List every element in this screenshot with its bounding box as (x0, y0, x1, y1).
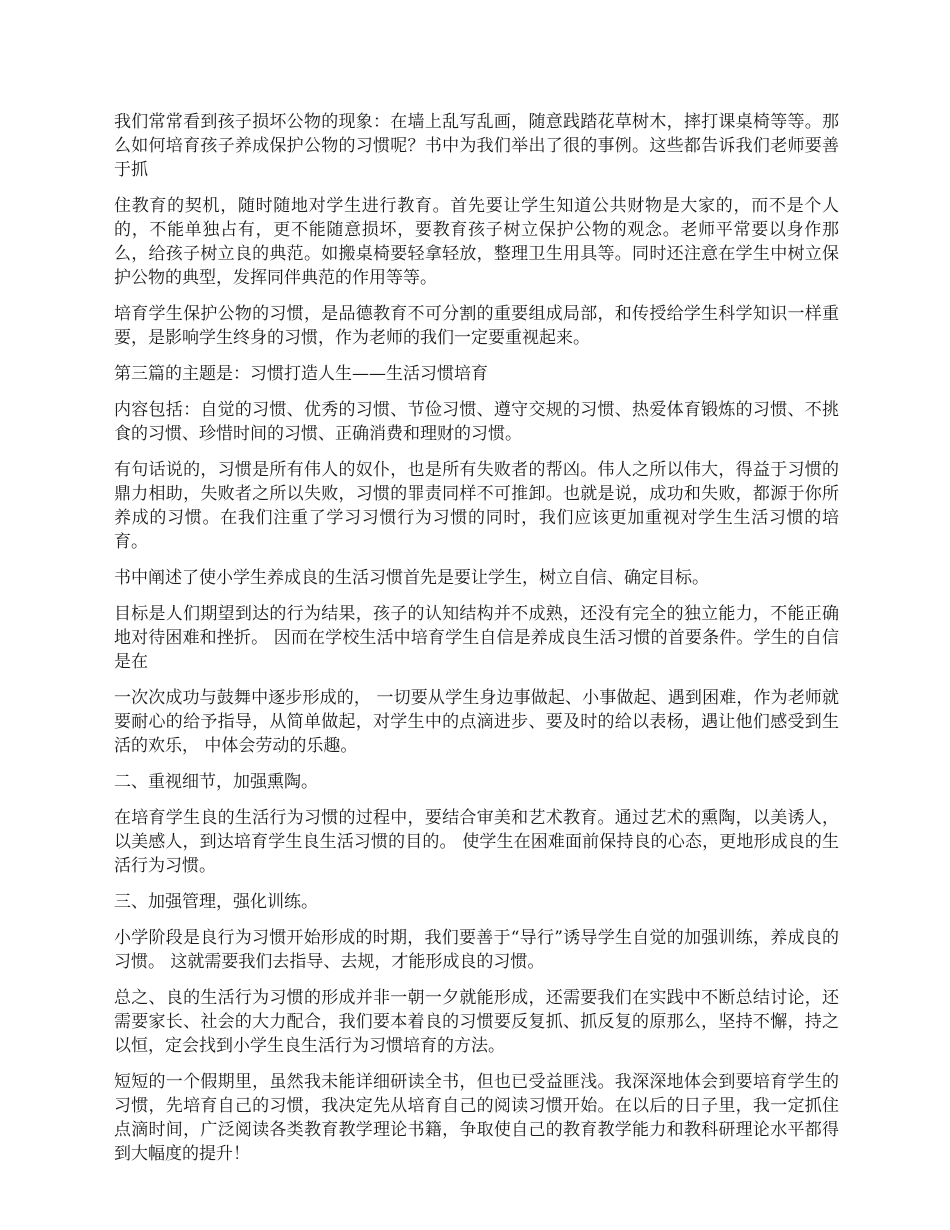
paragraph-protect-public-property-intro: 我们常常看到孩子损坏公物的现象：在墙上乱写乱画，随意践踏花草树木，摔打课桌椅等等。那么如何培育孩子养成保护公物的习惯呢？书中为我们举出了很的事例。这些都告诉我们老师要善于抓 (114, 112, 839, 180)
section-heading-management: 三、加强管理，强化训练。 (114, 892, 318, 912)
document-body (114, 110, 839, 1178)
paragraph-conclusion: 短短的一个假期里，虽然我未能详细研读全书，但也已受益匪浅。我深深地体会到要培育学生的习惯，先培育自己的习惯，我决定先从培育自己的阅读习惯开始。在以后的日子里，我一定抓住点滴时间，广泛阅读各类教育教学理论书籍，争取使自己的教育教学能力和教科研理论水平都得到大幅度的提升！ (114, 1072, 839, 1164)
paragraph-moral-education: 培育学生保护公物的习惯，是品德教育不可分割的重要组成局部，和传授给学生科学知识一样重要，是影响学生终身的习惯，作为老师的我们一定要重视起来。 (114, 304, 839, 348)
paragraph-primary-school-stage: 小学阶段是良行为习惯开始形成的时期，我们要善于“导行”诱导学生自觉的加强训练，养成良的习惯。 这就需要我们去指导、去规，才能形成良的习惯。 (114, 928, 839, 972)
section-heading-details: 二、重视细节，加强熏陶。 (114, 772, 318, 792)
paragraph-contents-list: 内容包括：自觉的习惯、优秀的习惯、节俭习惯、遵守交规的习惯、热爱体育锻炼的习惯、不挑食的习惯、珍惜时间的习惯、正确消费和理财的习惯。 (114, 400, 839, 444)
paragraph-summary: 总之、良的生活行为习惯的形成并非一朝一夕就能形成，还需要我们在实践中不断总结讨论，还需要家长、社会的大力配合，我们要本着良的习惯要反复抓、抓反复的原那么，坚持不懈，持之以恒，定会找到小学生良生活行为习惯培育的方法。 (114, 988, 839, 1056)
paragraph-goal-definition: 目标是人们期望到达的行为结果，孩子的认知结构并不成熟，还没有完全的独立能力，不能正确地对待困难和挫折。 因而在学校生活中培育学生自信是养成良生活习惯的首要条件。学生的自信是在 (114, 604, 839, 672)
paragraph-confidence-goals: 书中阐述了使小学生养成良的生活习惯首先是要让学生，树立自信、确定目标。 (114, 568, 709, 588)
paragraph-art-education: 在培育学生良的生活行为习惯的过程中，要结合审美和艺术教育。通过艺术的熏陶，以美诱人，以美感人，到达培育学生良生活习惯的目的。 使学生在困难面前保持良的心态，更地形成良的生活行为习惯。 (114, 808, 839, 876)
section-heading-third-chapter: 第三篇的主题是：习惯打造人生——生活习惯培育 (114, 364, 488, 384)
paragraph-habit-quote: 有句话说的，习惯是所有伟人的奴仆，也是所有失败者的帮凶。伟人之所以伟大，得益于习惯的鼎力相助，失败者之所以失败，习惯的罪责同样不可推卸。也就是说，成功和失败，都源于你所养成的习惯。在我们注重了学习习惯行为习惯的同时，我们应该更加重视对学生生活习惯的培育。 (114, 460, 839, 552)
paragraph-success-encouragement: 一次次成功与鼓舞中逐步形成的， 一切要从学生身边事做起、小事做起、遇到困难，作为老师就要耐心的给予指导，从简单做起，对学生中的点滴进步、要及时的给以表杨，遇让他们感受到生活的欢乐， 中体会劳动的乐趣。 (114, 688, 839, 756)
paragraph-teaching-opportunity: 住教育的契机，随时随地对学生进行教育。首先要让学生知道公共财物是大家的，而不是个人的，不能单独占有，更不能随意损坏，要教育孩子树立保护公物的观念。老师平常要以身作那么，给孩子树立良的典范。如搬桌椅要轻拿轻放，整理卫生用具等。同时还注意在学生中树立保护公物的典型，发挥同伴典范的作用等等。 (114, 196, 839, 288)
